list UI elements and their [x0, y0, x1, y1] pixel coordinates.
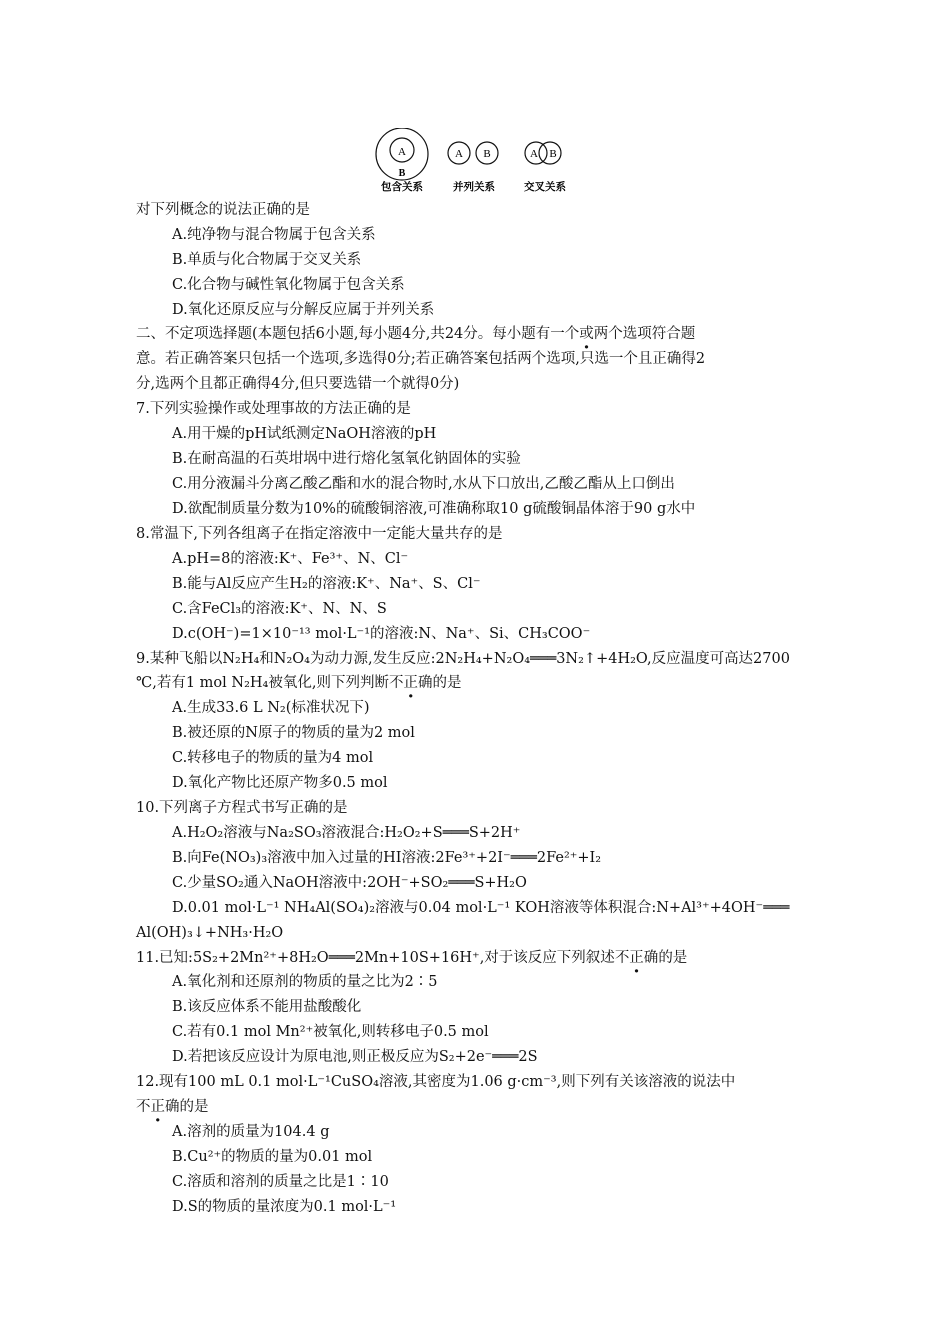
- parallel-circle-a: A: [455, 148, 463, 160]
- section2-line1-start: 二、不定项选择题(本题包括6小题,每小题4分,共24分。每小题有: [136, 326, 551, 342]
- q12-option-c: C.溶质和溶剂的质量之比是1∶10: [172, 1174, 389, 1190]
- q9-option-b: B.被还原的N原子的物质的量为2 mol: [172, 725, 415, 741]
- q8-option-b: B.能与Al反应产生H₂的溶液:K⁺、Na⁺、S、Cl⁻: [172, 576, 481, 592]
- q12-emphasis: 不正确: [136, 1099, 180, 1115]
- q10-option-c: C.少量SO₂通入NaOH溶液中:2OH⁻+SO₂═══S+H₂O: [172, 875, 527, 891]
- section2-emphasis: 一个或两个 ·: [550, 326, 623, 342]
- q12-stem-line2: [136, 1097, 209, 1117]
- q6-stem: 对下列概念的说法正确的是: [136, 202, 310, 218]
- q12-stem-line1: 12.现有100 mL 0.1 mol·L⁻¹CuSO₄溶液,其密度为1.06 g·cm⁻³,则下列有关该溶液的说法中: [136, 1074, 736, 1090]
- q9-option-a: A.生成33.6 L N₂(标准状况下): [172, 700, 370, 716]
- label-include: 包含关系: [381, 181, 423, 193]
- q8-option-c: C.含FeCl₃的溶液:K⁺、N、N、S: [172, 601, 387, 617]
- section2-line3: 分,选两个且都正确得4分,但只要选错一个就得0分): [136, 376, 460, 392]
- q7-option-b: B.在耐高温的石英坩埚中进行熔化氢氧化钠固体的实验: [172, 451, 521, 467]
- q9-option-c: C.转移电子的物质的量为4 mol: [172, 750, 374, 766]
- cross-circle-a: A: [530, 148, 538, 160]
- q9-stem-line1: 9.某种飞船以N₂H₄和N₂O₄为动力源,发生反应:2N₂H₄+N₂O₄═══3N₂↑+4H₂O,反应温度可高达2700: [136, 651, 790, 667]
- q8-option-a: A.pH=8的溶液:K⁺、Fe³⁺、N、Cl⁻: [172, 551, 409, 567]
- q12-stem-end: 的是: [179, 1099, 209, 1115]
- q9-stem-end: 的是: [432, 675, 462, 691]
- q6-option-c: C.化合物与碱性氧化物属于包含关系: [172, 277, 405, 293]
- q9-stem-line2: [136, 673, 461, 693]
- q7-option-c: C.用分液漏斗分离乙酸乙酯和水的混合物时,水从下口放出,乙酸乙酯从上口倒出: [172, 476, 675, 492]
- q11-option-d: D.若把该反应设计为原电池,则正极反应为S₂+2e⁻═══2S: [172, 1049, 538, 1065]
- section2-line2: 意。若正确答案只包括一个选项,多选得0分;若正确答案包括两个选项,只选一个且正确得2: [136, 351, 706, 367]
- q10-option-b: B.向Fe(NO₃)₃溶液中加入过量的HI溶液:2Fe³⁺+2I⁻═══2Fe²⁺+I₂: [172, 850, 602, 866]
- q7-option-a: A.用干燥的pH试纸测定NaOH溶液的pH: [172, 426, 437, 442]
- q8-stem: 8.常温下,下列各组离子在指定溶液中一定能大量共存的是: [136, 526, 503, 542]
- q6-option-a: A.纯净物与混合物属于包含关系: [172, 227, 376, 243]
- q12-option-d: D.S的物质的量浓度为0.1 mol·L⁻¹: [172, 1199, 397, 1215]
- q11-emphasis: 不正确: [614, 950, 659, 966]
- q10-option-d-line1: D.0.01 mol·L⁻¹ NH₄Al(SO₄)₂溶液与0.04 mol·L⁻¹ KOH溶液等体积混合:N+Al³⁺+4OH⁻═══: [172, 900, 790, 916]
- relationship-diagram: [370, 128, 585, 196]
- q11-option-a: A.氧化剂和还原剂的物质的量之比为2∶5: [172, 974, 438, 990]
- label-cross: 交叉关系: [524, 181, 566, 193]
- relationship-figure: [370, 128, 585, 196]
- q9-option-d: D.氧化产物比还原产物多0.5 mol: [172, 775, 388, 791]
- section2-line1: [136, 324, 695, 344]
- label-parallel: 并列关系: [453, 181, 495, 193]
- q10-option-a: A.H₂O₂溶液与Na₂SO₃溶液混合:H₂O₂+S═══S+2H⁺: [172, 825, 521, 841]
- q11-stem-start: 11.已知:5S₂+2Mn²⁺+8H₂O═══2Mn+10S+16H⁺,对于该反应下列叙述: [136, 950, 615, 966]
- q9-stem-start: ℃,若有1 mol N₂H₄被氧化,则下列判断: [136, 675, 389, 691]
- q12-option-b: B.Cu²⁺的物质的量为0.01 mol: [172, 1149, 373, 1165]
- q10-stem: 10.下列离子方程式书写正确的是: [136, 800, 348, 816]
- q11-option-c: C.若有0.1 mol Mn²⁺被氧化,则转移电子0.5 mol: [172, 1024, 489, 1040]
- parallel-circle-b: B: [483, 148, 491, 160]
- q7-stem: 7.下列实验操作或处理事故的方法正确的是: [136, 401, 411, 417]
- include-circle-b: B: [398, 168, 406, 179]
- q6-option-d: D.氧化还原反应与分解反应属于并列关系: [172, 302, 435, 318]
- cross-circle-b: B: [549, 148, 557, 160]
- q10-option-d-line2: Al(OH)₃↓+NH₃·H₂O: [136, 925, 284, 941]
- q9-emphasis: 不正确: [388, 675, 433, 691]
- q11-stem-end: 的是: [658, 950, 688, 966]
- q11-stem: [136, 948, 687, 968]
- q12-option-a: A.溶剂的质量为104.4 g: [172, 1124, 330, 1140]
- q11-option-b: B.该反应体系不能用盐酸酸化: [172, 999, 362, 1015]
- include-circle-a: A: [398, 146, 406, 158]
- q7-option-d: D.欲配制质量分数为10%的硫酸铜溶液,可准确称取10 g硫酸铜晶体溶于90 g水中: [172, 501, 696, 517]
- q6-option-b: B.单质与化合物属于交叉关系: [172, 252, 362, 268]
- section2-line1-end: 选项符合题: [622, 326, 696, 342]
- q8-option-d: D.c(OH⁻)=1×10⁻¹³ mol·L⁻¹的溶液:N、Na⁺、Si、CH₃COO⁻: [172, 626, 591, 642]
